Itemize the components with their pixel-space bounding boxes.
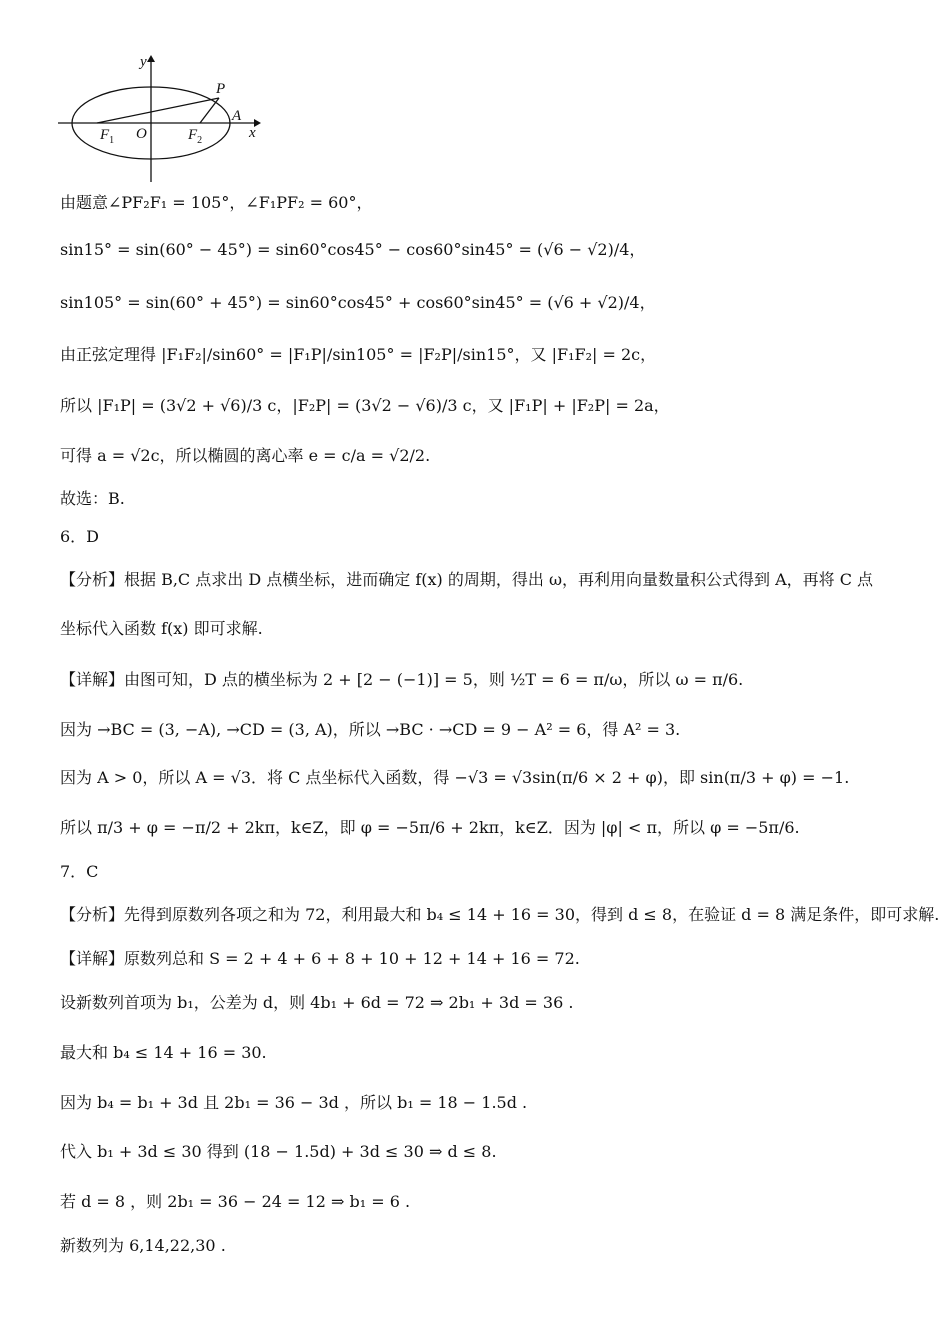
label-P: P xyxy=(216,81,226,97)
text-line-l18: 设新数列首项为 b₁，公差为 d，则 4b₁ + 6d = 72 ⇒ 2b₁ + 3d = 36 . xyxy=(60,993,574,1012)
text-line-l06: 可得 a = √2c，所以椭圆的离心率 e = c/a = √2/2. xyxy=(60,446,431,465)
text-line-l11: 【详解】由图可知，D 点的横坐标为 2 + [2 − (−1)] = 5，则 ½T = 6 = π/ω，所以 ω = π/6. xyxy=(60,670,744,689)
text-line-l23: 新数列为 6,14,22,30 . xyxy=(60,1236,226,1255)
text-line-l15: 7．C xyxy=(60,862,99,881)
label-F2: $F_2$ xyxy=(188,127,203,146)
text-line-l01: 由题意∠PF₂F₁ = 105°，∠F₁PF₂ = 60°， xyxy=(60,193,373,212)
text-line-l21: 代入 b₁ + 3d ≤ 30 得到 (18 − 1.5d) + 3d ≤ 30 ⇒ d ≤ 8. xyxy=(60,1142,497,1161)
label-A: A xyxy=(232,108,242,124)
text-line-l14: 所以 π/3 + φ = −π/2 + 2kπ，k∈Z，即 φ = −5π/6 + 2kπ，k∈Z．因为 |φ| < π，所以 φ = −5π/6. xyxy=(60,818,800,837)
text-line-l03: sin105° = sin(60° + 45°) = sin60°cos45° + cos60°sin45° = (√6 + √2)/4， xyxy=(60,293,656,312)
y-axis-arrow xyxy=(147,55,155,62)
text-line-l08: 6．D xyxy=(60,527,100,546)
text-line-l19: 最大和 b₄ ≤ 14 + 16 = 30. xyxy=(60,1043,267,1062)
label-O: O xyxy=(136,126,147,142)
text-line-l22: 若 d = 8 ，则 2b₁ = 36 − 24 = 12 ⇒ b₁ = 6 . xyxy=(60,1192,411,1211)
segment-F1P xyxy=(97,98,219,123)
text-line-l05: 所以 |F₁P| = (3√2 + √6)/3 c，|F₂P| = (3√2 − √6)/3 c，又 |F₁P| + |F₂P| = 2a， xyxy=(60,396,670,415)
text-line-l10: 坐标代入函数 f(x) 即可求解. xyxy=(60,619,263,638)
text-line-l07: 故选：B. xyxy=(60,489,125,508)
label-y: y xyxy=(140,54,147,70)
text-line-l12: 因为 →BC = (3, −A), →CD = (3, A)，所以 →BC · →CD = 9 − A² = 6，得 A² = 3. xyxy=(60,720,681,739)
ellipse-diagram xyxy=(58,52,280,184)
text-line-l04: 由正弦定理得 |F₁F₂|/sin60° = |F₁P|/sin105° = |F₂P|/sin15°，又 |F₁F₂| = 2c， xyxy=(60,345,657,364)
label-F1: $F_1$ xyxy=(100,127,115,146)
text-line-l13: 因为 A > 0，所以 A = √3．将 C 点坐标代入函数，得 −√3 = √3sin(π/6 × 2 + φ)，即 sin(π/3 + φ) = −1. xyxy=(60,768,850,787)
text-line-l02: sin15° = sin(60° − 45°) = sin60°cos45° − cos60°sin45° = (√6 − √2)/4， xyxy=(60,240,646,259)
text-line-l20: 因为 b₄ = b₁ + 3d 且 2b₁ = 36 − 3d ，所以 b₁ = 18 − 1.5d . xyxy=(60,1093,528,1112)
text-line-l17: 【详解】原数列总和 S = 2 + 4 + 6 + 8 + 10 + 12 + 14 + 16 = 72. xyxy=(60,949,580,968)
text-line-l16: 【分析】先得到原数列各项之和为 72，利用最大和 b₄ ≤ 14 + 16 = 30，得到 d ≤ 8，在验证 d = 8 满足条件，即可求解. xyxy=(60,905,940,924)
label-x: x xyxy=(249,125,256,141)
text-line-l09: 【分析】根据 B,C 点求出 D 点横坐标，进而确定 f(x) 的周期，得出 ω，再利用向量数量积公式得到 A，再将 C 点 xyxy=(60,570,874,589)
